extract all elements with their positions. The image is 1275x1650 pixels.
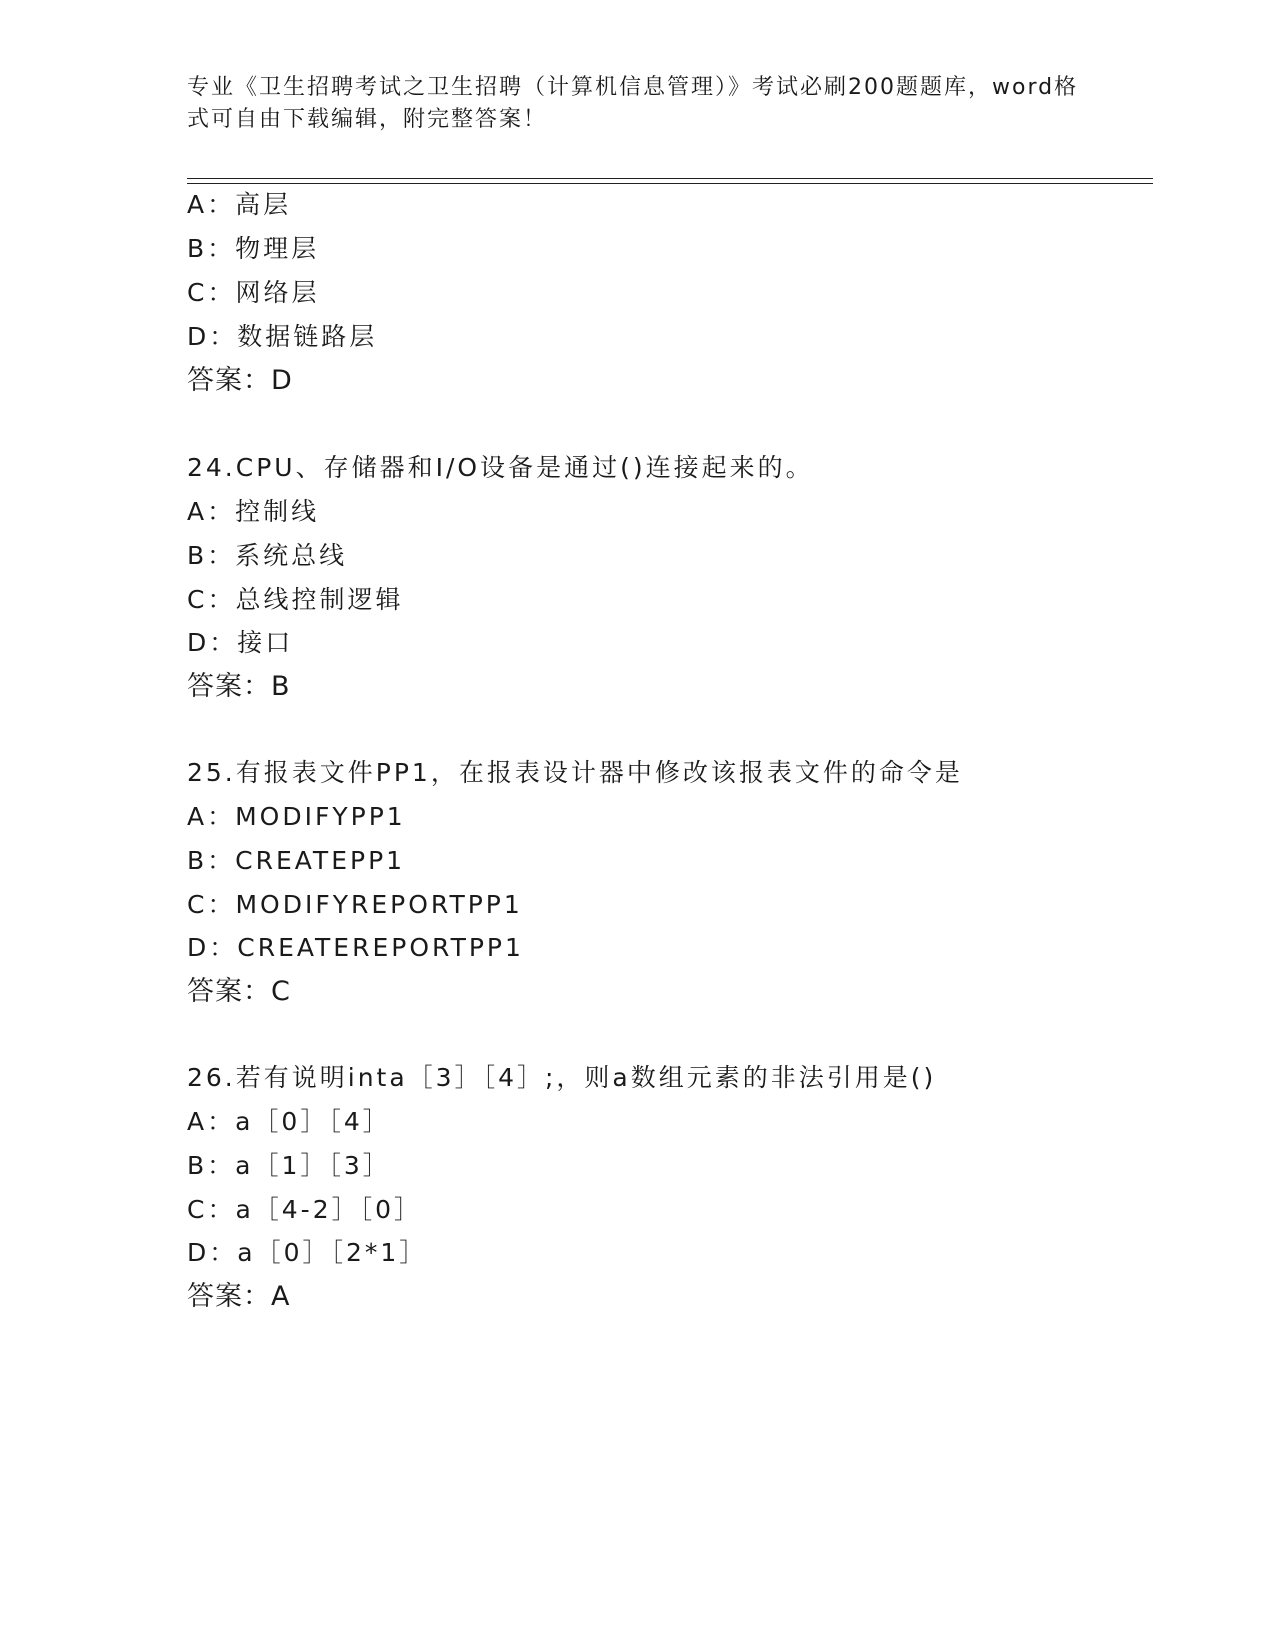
header-divider-top	[187, 178, 1153, 179]
option-a: A：高层	[187, 190, 292, 219]
option-b: B：CREATEPP1	[187, 846, 406, 875]
header-divider-bottom	[187, 183, 1153, 184]
answer-line: 答案：B	[187, 671, 291, 702]
option-b: B：物理层	[187, 234, 320, 263]
option-a: A：控制线	[187, 497, 320, 526]
answer-line: 答案：D	[187, 365, 293, 396]
question-stem: 24.CPU、存储器和I/O设备是通过()连接起来的。	[187, 453, 814, 482]
option-c: C：a［4-2］［0］	[187, 1195, 423, 1224]
option-b: B：系统总线	[187, 541, 348, 570]
option-d: D：接口	[187, 628, 294, 657]
question-stem: 26.若有说明inta［3］［4］;，则a数组元素的非法引用是()	[187, 1063, 937, 1092]
answer-line: 答案：A	[187, 1281, 291, 1312]
option-a: A：a［0］［4］	[187, 1107, 391, 1136]
option-c: C：网络层	[187, 278, 320, 307]
option-c: C：总线控制逻辑	[187, 585, 404, 614]
option-c: C：MODIFYREPORTPP1	[187, 890, 523, 919]
answer-line: 答案：C	[187, 976, 291, 1007]
document-header: 专业《卫生招聘考试之卫生招聘（计算机信息管理）》考试必刷200题题库，word格式可自由下载编辑，附完整答案！	[187, 75, 1079, 132]
option-d: D：CREATEREPORTPP1	[187, 933, 524, 962]
option-d: D：数据链路层	[187, 322, 378, 351]
option-a: A：MODIFYPP1	[187, 802, 406, 831]
option-d: D：a［0］［2*1］	[187, 1238, 428, 1267]
question-stem: 25.有报表文件PP1，在报表设计器中修改该报表文件的命令是	[187, 758, 963, 787]
option-b: B：a［1］［3］	[187, 1151, 391, 1180]
